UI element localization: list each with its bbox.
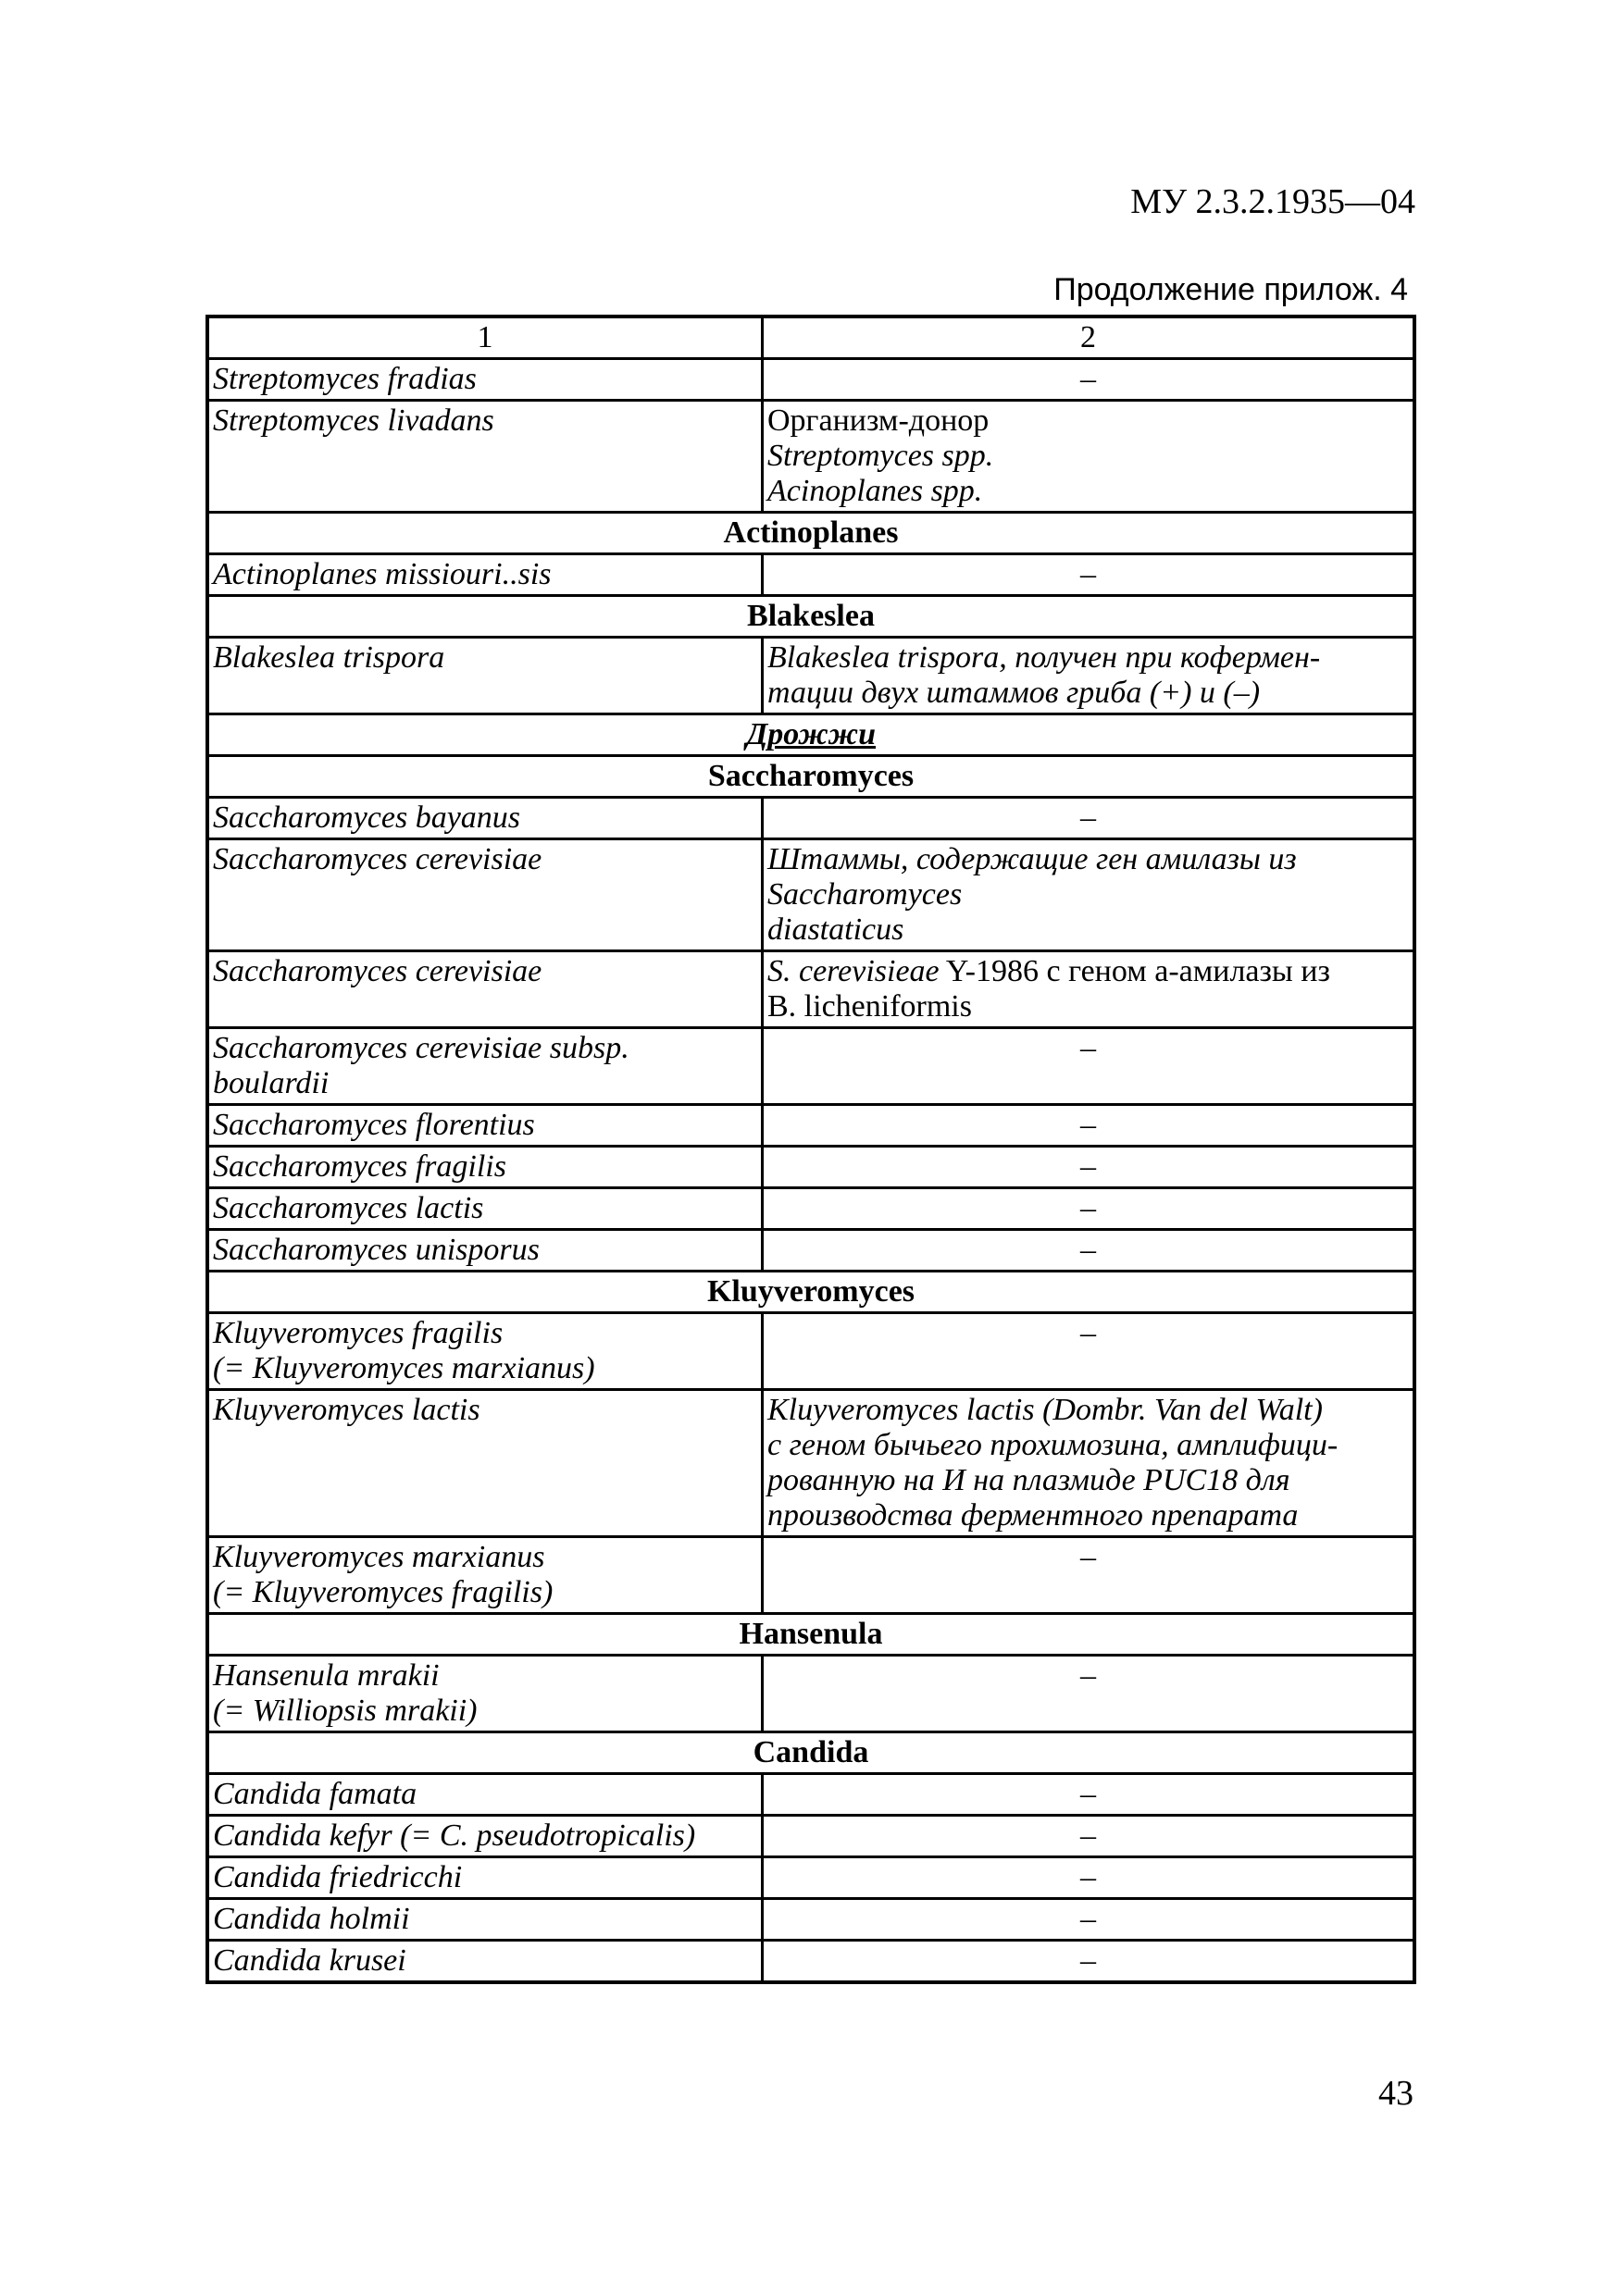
section-header-row — [207, 513, 1414, 554]
organism-name-line: Saccharomyces bayanus — [213, 800, 521, 835]
section-title: Candida — [207, 1732, 1414, 1774]
producer-line: Штаммы, содержащие ген амилазы из — [767, 842, 1297, 876]
organism-name-cell — [207, 1105, 763, 1147]
table-row — [207, 1857, 1414, 1899]
page-number: 43 — [1378, 2074, 1414, 2113]
table-row — [207, 554, 1414, 596]
section-header-row — [207, 1272, 1414, 1313]
producer-cell: – — [763, 1313, 1415, 1390]
producer-line — [767, 954, 1409, 989]
producer-cell: – — [763, 1028, 1415, 1105]
producer-cell: – — [763, 1230, 1415, 1272]
organism-name-cell — [207, 1774, 763, 1816]
organism-name-line: Kluyveromyces marxianus — [213, 1540, 545, 1574]
producer-cell — [763, 951, 1415, 1028]
organism-name-line: Saccharomyces fragilis — [213, 1149, 506, 1184]
producer-cell: – — [763, 359, 1415, 401]
table-row — [207, 1656, 1414, 1732]
table-row — [207, 1188, 1414, 1230]
producer-cell: – — [763, 1105, 1415, 1147]
table-row — [207, 951, 1414, 1028]
section-title: Saccharomyces — [207, 756, 1414, 798]
table-row — [207, 1774, 1414, 1816]
section-header-row — [207, 714, 1414, 756]
table-row — [207, 401, 1414, 513]
organism-name-line: Streptomyces fradias — [213, 362, 477, 396]
producer-line: Blakeslea trispora, получен при кофермен- — [767, 640, 1321, 675]
table-row — [207, 839, 1414, 951]
table-row — [207, 1313, 1414, 1390]
organism-name-cell — [207, 1537, 763, 1614]
producer-cell: – — [763, 1537, 1415, 1614]
producer-cell: – — [763, 1899, 1415, 1941]
producer-cell: – — [763, 1816, 1415, 1857]
producer-line: diastaticus — [767, 912, 904, 947]
organism-name-line: Streptomyces livadans — [213, 403, 494, 438]
organism-name-cell — [207, 1656, 763, 1732]
section-title: Actinoplanes — [207, 513, 1414, 554]
organism-table — [205, 315, 1416, 1984]
table-header-row — [207, 316, 1414, 359]
section-header-row — [207, 596, 1414, 638]
organism-name-line: Candida famata — [213, 1777, 417, 1811]
producer-line: Streptomyces spp. — [767, 439, 994, 473]
organism-name-cell — [207, 638, 763, 714]
producer-line: тации двух штаммов гриба (+) и (–) — [767, 676, 1261, 710]
column-header-2: 2 — [763, 316, 1415, 359]
producer-line: Saccharomyces — [767, 877, 963, 912]
organism-name-cell — [207, 1899, 763, 1941]
producer-cell — [763, 839, 1415, 951]
organism-name-line: (= Kluyveromyces fragilis) — [213, 1575, 554, 1609]
table-row — [207, 638, 1414, 714]
organism-name-line: Actinoplanes missiouri..sis — [213, 557, 552, 591]
organism-name-line: Kluyveromyces lactis — [213, 1393, 480, 1427]
organism-name-cell — [207, 1816, 763, 1857]
producer-cell: – — [763, 1188, 1415, 1230]
producer-line: рованную на И на плазмиде PUC18 для — [767, 1463, 1290, 1497]
table-row — [207, 1390, 1414, 1537]
section-header-row — [207, 1732, 1414, 1774]
producer-cell — [763, 638, 1415, 714]
table-row — [207, 1147, 1414, 1188]
table-body — [207, 316, 1414, 1982]
organism-name-cell — [207, 951, 763, 1028]
producer-segment: Y-1986 с геном а-амилазы из — [939, 954, 1330, 988]
organism-name-cell — [207, 554, 763, 596]
table-row — [207, 1105, 1414, 1147]
producer-cell: – — [763, 1857, 1415, 1899]
producer-cell: – — [763, 1774, 1415, 1816]
organism-name-cell — [207, 798, 763, 839]
organism-name-line: Candida friedricchi — [213, 1860, 463, 1894]
producer-cell: – — [763, 1147, 1415, 1188]
table-row — [207, 1537, 1414, 1614]
organism-name-line: Saccharomyces cerevisiae — [213, 842, 542, 876]
producer-line: Acinoplanes spp. — [767, 474, 983, 508]
producer-line: с геном бычьего прохимозина, амплифици- — [767, 1428, 1339, 1462]
document-code: МУ 2.3.2.1935—04 — [1130, 182, 1415, 221]
table-row — [207, 1941, 1414, 1983]
organism-name-line: Candida krusei — [213, 1943, 406, 1978]
producer-segment: S. cerevisieae — [767, 954, 940, 988]
table-row — [207, 1230, 1414, 1272]
organism-name-cell — [207, 401, 763, 513]
producer-line: Kluyveromyces lactis (Dombr. Van del Walt) — [767, 1393, 1323, 1427]
producer-cell — [763, 1390, 1415, 1537]
section-title: Blakeslea — [207, 596, 1414, 638]
organism-name-cell — [207, 1230, 763, 1272]
producer-cell: – — [763, 1941, 1415, 1983]
section-title: Дрожжи — [207, 714, 1414, 756]
organism-name-line: (= Williopsis mrakii) — [213, 1694, 478, 1728]
organism-name-line: Candida holmii — [213, 1902, 410, 1936]
organism-name-cell — [207, 1147, 763, 1188]
organism-name-cell — [207, 1857, 763, 1899]
producer-line: Организм-донор — [767, 403, 990, 438]
organism-name-line: Blakeslea trispora — [213, 640, 445, 675]
producer-line: B. licheniformis — [767, 989, 972, 1024]
organism-name-cell — [207, 359, 763, 401]
organism-name-line: (= Kluyveromyces marxianus) — [213, 1351, 595, 1385]
producer-cell — [763, 401, 1415, 513]
continuation-label: Продолжение прилож. 4 — [1053, 272, 1408, 307]
organism-name-cell — [207, 839, 763, 951]
organism-name-cell — [207, 1390, 763, 1537]
organism-name-line: Saccharomyces lactis — [213, 1191, 484, 1225]
organism-name-cell — [207, 1313, 763, 1390]
section-title: Kluyveromyces — [207, 1272, 1414, 1313]
section-header-row — [207, 1614, 1414, 1656]
organism-name-line: Saccharomyces unisporus — [213, 1233, 540, 1267]
producer-cell: – — [763, 554, 1415, 596]
producer-cell: – — [763, 1656, 1415, 1732]
organism-name-line: Candida kefyr (= C. pseudotropicalis) — [213, 1818, 696, 1853]
section-title: Hansenula — [207, 1614, 1414, 1656]
column-header-1: 1 — [207, 316, 763, 359]
table-row — [207, 798, 1414, 839]
organism-name-cell — [207, 1941, 763, 1983]
table-row — [207, 359, 1414, 401]
organism-name-line: Saccharomyces florentius — [213, 1108, 535, 1142]
organism-name-cell — [207, 1028, 763, 1105]
organism-name-line: boulardii — [213, 1066, 330, 1100]
organism-name-line: Kluyveromyces fragilis — [213, 1316, 504, 1350]
organism-name-line: Saccharomyces cerevisiae — [213, 954, 542, 988]
producer-line: производства ферментного препарата — [767, 1498, 1299, 1533]
organism-name-cell — [207, 1188, 763, 1230]
organism-name-line: Saccharomyces cerevisiae subsp. — [213, 1031, 629, 1065]
section-header-row — [207, 756, 1414, 798]
producer-cell: – — [763, 798, 1415, 839]
table-row — [207, 1816, 1414, 1857]
table-row — [207, 1028, 1414, 1105]
organism-name-line: Hansenula mrakii — [213, 1658, 440, 1693]
table-row — [207, 1899, 1414, 1941]
